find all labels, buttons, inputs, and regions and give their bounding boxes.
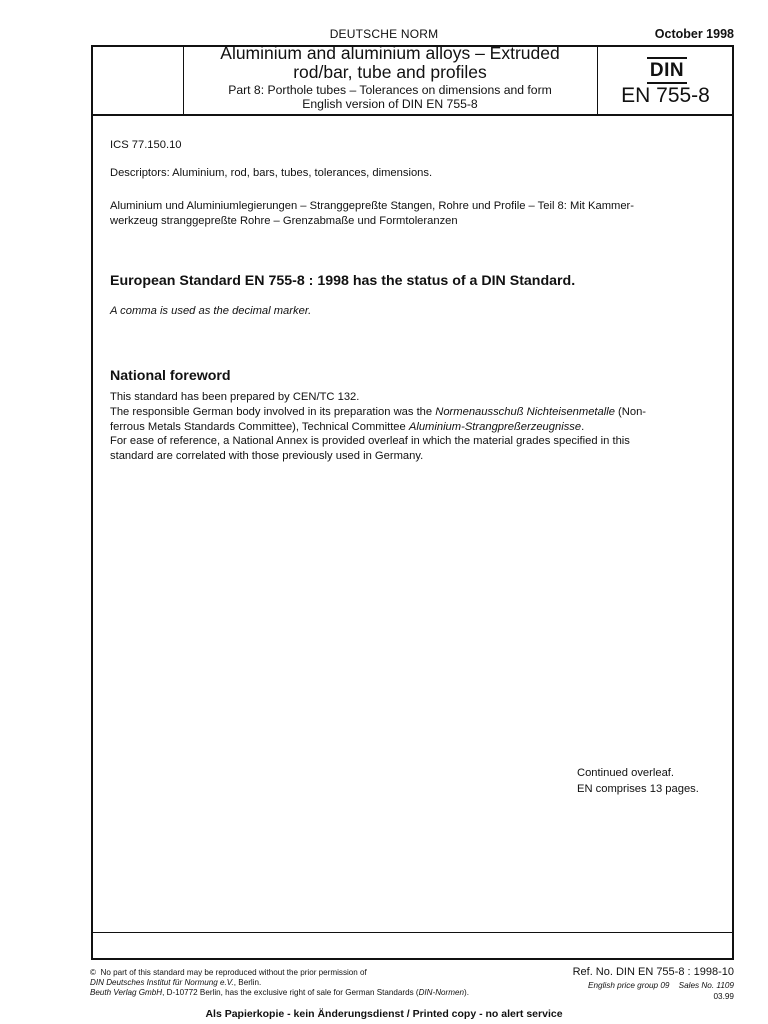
din-logo-text: DIN xyxy=(649,60,685,81)
german-title xyxy=(110,199,720,228)
descriptors: Descriptors: Aluminium, rod, bars, tubes, tolerances, dimensions. xyxy=(110,167,433,179)
decimal-marker-note: A comma is used as the decimal marker. xyxy=(110,305,312,317)
document-title xyxy=(183,44,597,82)
bottom-divider xyxy=(91,932,734,933)
foreword-p3-line-2: standard are correlated with those previously used in Germany. xyxy=(110,449,424,462)
german-title-line-2: werkzeug stranggepreßte Rohre – Grenzabmaße und Formtoleranzen xyxy=(110,214,458,227)
foreword-p2-technical-committee: Aluminium-Strangpreßerzeugnisse xyxy=(408,420,582,433)
din-logo xyxy=(645,57,689,84)
copyright-publisher: Beuth Verlag GmbH xyxy=(90,988,163,997)
foreword-p2-text-d: ferrous Metals Standards Committee), Technical Committee xyxy=(110,420,409,433)
foreword-p2-text-c: (Non- xyxy=(614,406,647,418)
german-title-line-1: Aluminium und Aluminiumlegierungen – Stranggepreßte Stangen, Rohre und Profile – Teil 8: Mit Kammer- xyxy=(110,200,635,212)
norm-label: DEUTSCHE NORM xyxy=(329,27,439,41)
ics-code: ICS 77.150.10 xyxy=(110,139,182,151)
printed-copy-notice: Als Papierkopie - kein Änderungsdienst / Printed copy - no alert service xyxy=(205,1008,563,1020)
foreword-paragraph-1: This standard has been prepared by CEN/TC 132. xyxy=(110,391,360,403)
foreword-p2-text-a: The responsible German body involved in its preparation was the xyxy=(110,406,436,418)
page-count-note: EN comprises 13 pages. xyxy=(577,783,699,795)
foreword-paragraph-3 xyxy=(110,434,720,463)
foreword-p2-committee-name: Normenausschuß Nichteisenmetalle xyxy=(435,406,615,418)
national-foreword-heading: National foreword xyxy=(110,368,231,384)
foreword-p2-text-f: . xyxy=(581,420,585,433)
issue-date: October 1998 xyxy=(654,27,734,41)
din-logo-top-bar xyxy=(647,57,687,59)
copyright-din-normen: DIN-Normen xyxy=(418,988,464,997)
header-divider xyxy=(91,114,734,116)
title-line-2: rod/bar, tube and profiles xyxy=(293,62,487,82)
continued-overleaf: Continued overleaf. xyxy=(577,767,675,779)
title-line-1: Aluminium and aluminium alloys – Extruded xyxy=(220,43,560,63)
price-group: English price group 09 xyxy=(588,981,670,990)
copyright-line-3-d: ). xyxy=(464,988,469,997)
copyright-line-3-b: , D-10772 Berlin, has the exclusive right of sale for German Standards ( xyxy=(162,988,419,997)
document-subtitle xyxy=(183,83,597,111)
print-date: 03.99 xyxy=(713,992,734,1001)
subtitle-line-1: Part 8: Porthole tubes – Tolerances on dimensions and form xyxy=(228,83,552,97)
copyright-line-1: No part of this standard may be reproduced without the prior permission of xyxy=(100,968,367,977)
continuation-note xyxy=(577,765,699,797)
page-frame xyxy=(91,45,734,960)
foreword-paragraph-2 xyxy=(110,405,720,434)
copyright-line-2-rest: , Berlin. xyxy=(233,978,262,987)
copyright-icon: © xyxy=(90,968,96,977)
price-info xyxy=(588,981,734,990)
copyright-institute: DIN Deutsches Institut für Normung e.V. xyxy=(90,978,234,987)
document-code: EN 755-8 xyxy=(621,84,710,107)
foreword-p3-line-1: For ease of reference, a National Annex is provided overleaf in which the material grades specified in this xyxy=(110,435,630,447)
status-statement: European Standard EN 755-8 : 1998 has the status of a DIN Standard. xyxy=(110,273,576,289)
subtitle-line-2: English version of DIN EN 755-8 xyxy=(302,97,478,111)
sales-number: Sales No. 1109 xyxy=(678,981,734,990)
copyright-notice xyxy=(90,968,469,998)
reference-number: Ref. No. DIN EN 755-8 : 1998-10 xyxy=(572,966,734,978)
